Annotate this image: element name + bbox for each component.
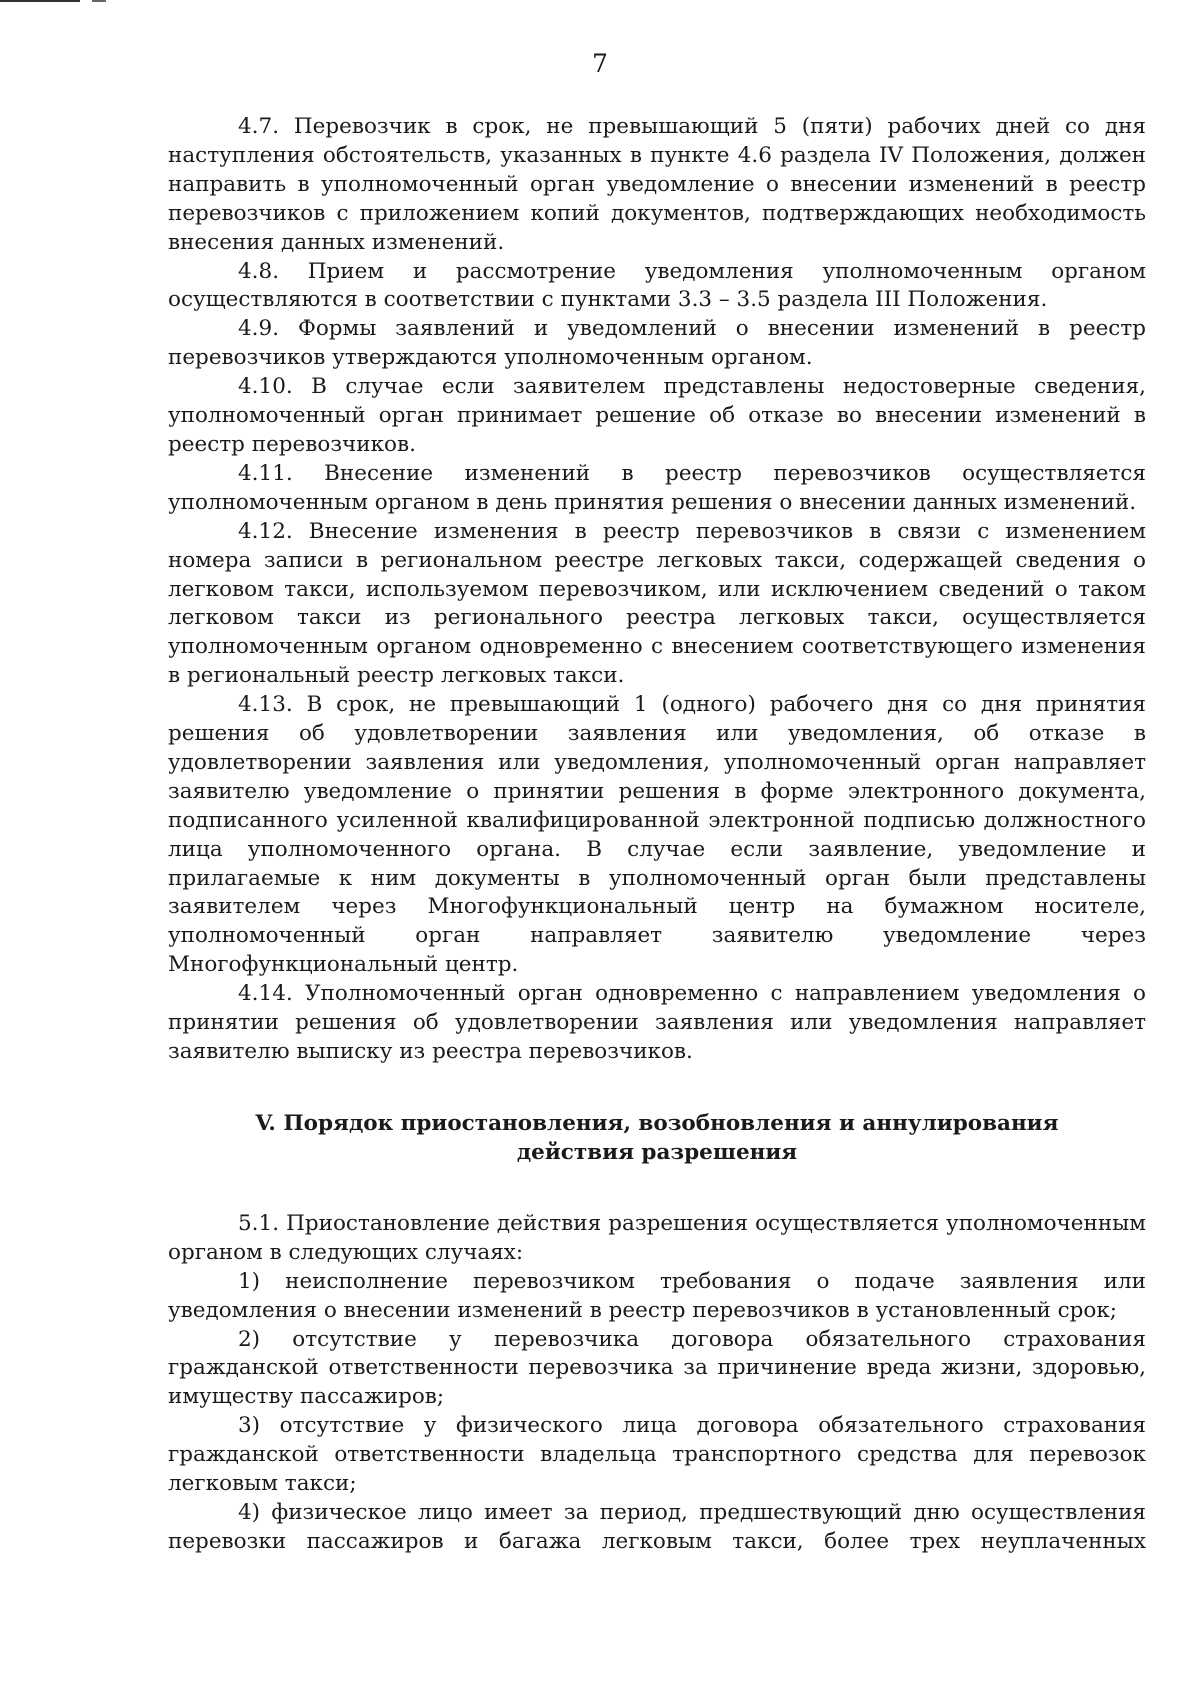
- list-item-5-1-2: 2) отсутствие у перевозчика договора обязательного страхования гражданской ответственности перевозчика за причинение вреда жизни, здоровью, имуществу пассажиров;: [168, 1326, 1146, 1410]
- document-body: [168, 108, 1146, 1557]
- page-number: 7: [592, 49, 608, 78]
- scan-edge-mark: [0, 0, 80, 2]
- paragraph-4-7: 4.7. Перевозчик в срок, не превышающий 5 (пяти) рабочих дней со дня наступления обстоятельств, указанных в пункте 4.6 раздела IV Положения, должен направить в уполномоченный орган уведомление о внесении изменений в реестр перевозчиков с приложением копий документов, подтверждающих необходимость внесения данных изменений.: [168, 114, 1146, 255]
- section-heading-line-2: действия разрешения: [516, 1139, 798, 1165]
- section-heading-line-1: V. Порядок приостановления, возобновления и аннулирования: [255, 1110, 1059, 1136]
- section-heading: [168, 1109, 1146, 1167]
- paragraph-4-8: 4.8. Прием и рассмотрение уведомления уполномоченным органом осуществляются в соответствии с пунктами 3.3 – 3.5 раздела III Положения.: [168, 258, 1146, 313]
- paragraph-4-11: 4.11. Внесение изменений в реестр перевозчиков осуществляется уполномоченным органом в день принятия решения о внесении данных изменений.: [168, 460, 1146, 515]
- paragraph-4-14: 4.14. Уполномоченный орган одновременно с направлением уведомления о принятии решения об удовлетворении заявления или уведомления направляет заявителю выписку из реестра перевозчиков.: [168, 981, 1146, 1064]
- list-item-5-1-4: 4) физическое лицо имеет за период, предшествующий дню осуществления перевозки пассажиров и багажа легковым такси, более трех неуплаченных: [168, 1499, 1146, 1554]
- paragraph-5-1: 5.1. Приостановление действия разрешения осуществляется уполномоченным органом в следующих случаях:: [168, 1210, 1146, 1265]
- paragraph-4-12: 4.12. Внесение изменения в реестр перевозчиков в связи с изменением номера записи в региональном реестре легковых такси, содержащей сведения о легковом такси, используемом перевозчиком, или исключением сведений о таком легковом такси из регионального реестра легковых такси, осуществляется уполномоченным органом одновременно с внесением соответствующего изменения в региональный реестр легковых такси.: [168, 518, 1146, 689]
- paragraph-4-10: 4.10. В случае если заявителем представлены недостоверные сведения, уполномоченный орган принимает решение об отказе во внесении изменений в реестр перевозчиков.: [168, 374, 1146, 457]
- scan-edge-mark-small: [92, 0, 106, 2]
- paragraph-4-13: 4.13. В срок, не превышающий 1 (одного) рабочего дня со дня принятия решения об удовлетворении заявления или уведомления, об отказе в удовлетворении заявления или уведомления, уполномоченный орган направляет заявителю уведомление о принятии решения в форме электронного документа, подписанного усиленной квалифицированной электронной подписью должностного лица уполномоченного органа. В случае если заявление, уведомление и прилагаемые к ним документы в уполномоченный орган были представлены заявителем через Многофункциональный центр на бумажном носителе, уполномоченный орган направляет заявителю уведомление через Многофункциональный центр.: [168, 692, 1146, 978]
- paragraph-4-9: 4.9. Формы заявлений и уведомлений о внесении изменений в реестр перевозчиков утверждаются уполномоченным органом.: [168, 316, 1146, 371]
- list-item-5-1-1: 1) неисполнение перевозчиком требования о подаче заявления или уведомления о внесении изменений в реестр перевозчиков в установленный срок;: [168, 1268, 1146, 1323]
- list-item-5-1-3: 3) отсутствие у физического лица договора обязательного страхования гражданской ответственности владельца транспортного средства для перевозок легковым такси;: [168, 1413, 1146, 1497]
